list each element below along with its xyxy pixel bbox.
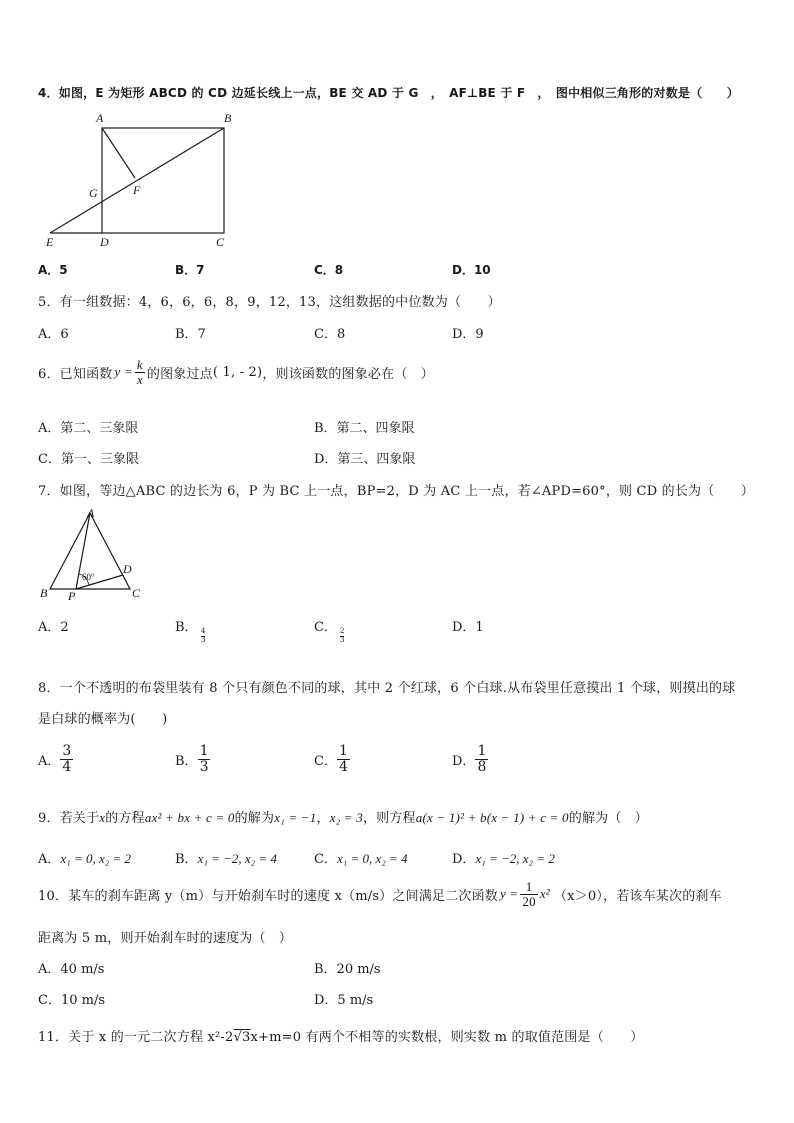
label-g: G xyxy=(89,186,98,200)
label-angle: 60° xyxy=(82,572,95,582)
q9-c-value: x₁ = 0, x₂ = 4 xyxy=(336,851,408,866)
q10-fn-rhs: x² xyxy=(539,886,550,902)
q9-b-label: B． xyxy=(175,852,198,867)
q10-option-d[interactable]: D．5 m/s xyxy=(314,993,374,1008)
q8-option-a[interactable] xyxy=(38,744,73,774)
q8-a-num: 3 xyxy=(62,743,72,759)
segment-af xyxy=(102,128,135,178)
label-p: P xyxy=(68,589,76,601)
label-a: A xyxy=(96,111,104,125)
q7-b-num: 4 xyxy=(201,627,206,635)
q8-c-label: C． xyxy=(314,753,337,769)
q6-option-c[interactable]: C．第一、三象限 xyxy=(38,452,139,467)
q6-point: ( 1, - 2) xyxy=(212,364,263,380)
q9-a-value: x₁ = 0, x₂ = 2 xyxy=(60,851,132,866)
q10-option-b[interactable]: B．20 m/s xyxy=(314,962,381,977)
q5-option-c[interactable]: C．8 xyxy=(314,327,346,342)
q10-option-c[interactable]: C．10 m/s xyxy=(38,993,105,1008)
rectangle-abcd xyxy=(102,128,224,233)
q6-option-d[interactable]: D．第三、四象限 xyxy=(314,452,416,467)
q9-sol2: x₂ = 3 xyxy=(329,810,363,825)
q6-frac-num: k xyxy=(136,357,143,372)
q4-option-c[interactable]: C．8 xyxy=(314,263,344,277)
question-9-stem xyxy=(38,807,648,826)
q6-fn-lhs: y = xyxy=(114,364,133,380)
q10-frac-num: 1 xyxy=(520,880,537,895)
q8-a-den: 4 xyxy=(62,758,72,775)
q5-option-a[interactable]: A．6 xyxy=(38,327,69,342)
q4-option-b[interactable]: B．7 xyxy=(175,263,205,277)
q7-option-c-label: C． xyxy=(314,620,337,635)
q8-b-den: 3 xyxy=(199,758,209,775)
q9-var-x: x xyxy=(99,810,106,825)
q7-option-c[interactable] xyxy=(314,616,345,644)
q6-option-b[interactable]: B．第二、四象限 xyxy=(314,421,415,436)
q10-option-a[interactable]: A．40 m/s xyxy=(38,962,105,977)
q9-option-a[interactable] xyxy=(38,848,131,867)
q9-eq1: ax² + bx + c = 0 xyxy=(144,810,235,825)
q11-text-b: x+m=0 有两个不相等的实数根，则实数 m 的取值范围是（ ） xyxy=(250,1030,644,1045)
q9-text-a: 9．若关于 xyxy=(38,811,100,826)
q7-option-b[interactable] xyxy=(175,616,206,644)
q8-c-num: 1 xyxy=(338,743,348,759)
q6-text-c: ，则该函数的图象必在（ ） xyxy=(262,366,434,382)
label-c: C xyxy=(216,235,225,249)
q8-a-label: A． xyxy=(38,753,61,769)
q7-option-b-label: B． xyxy=(175,620,198,635)
question-7-figure xyxy=(36,505,148,601)
q9-c-label: C． xyxy=(314,852,337,867)
q10-fn-lhs: y = xyxy=(500,886,519,902)
question-4-text: 4．如图，E 为矩形 ABCD 的 CD 边延长线上一点，BE 交 AD 于 G ， AF⊥BE 于 F ， 图中相似三角形的对数是（ ） xyxy=(38,86,739,100)
q7-option-c-frac xyxy=(340,628,344,644)
q8-d-label: D． xyxy=(452,753,476,769)
q8-d-frac xyxy=(475,744,488,774)
question-4-figure xyxy=(40,108,240,250)
q9-text-b: 的方程 xyxy=(105,811,145,826)
q6-frac-den: x xyxy=(136,371,143,387)
q8-b-frac xyxy=(198,744,211,774)
q9-text-e: 的解为（ ） xyxy=(568,811,648,826)
question-5-stem: 5．有一组数据：4，6，6，6，8，9，12，13，这组数据的中位数为（ ） xyxy=(38,295,501,310)
q8-option-b[interactable] xyxy=(175,744,210,774)
label-f: F xyxy=(133,183,141,197)
q7-option-b-frac xyxy=(201,628,205,644)
q9-eq2: a(x − 1)² + b(x − 1) + c = 0 xyxy=(415,810,569,825)
q6-text-b: 的图象过点 xyxy=(146,366,213,382)
q8-option-d[interactable] xyxy=(452,744,488,774)
label-b: B xyxy=(224,111,232,125)
q9-d-value: x₁ = −2, x₂ = 2 xyxy=(475,851,555,866)
q9-option-b[interactable] xyxy=(175,848,277,867)
question-8-line1: 8．一个不透明的布袋里装有 8 个只有颜色不同的球，其中 2 个红球，6 个白球.从布袋里任意摸出 1 个球，则摸出的球 xyxy=(38,681,736,696)
segment-be xyxy=(50,128,224,233)
q6-option-a[interactable]: A．第二、三象限 xyxy=(38,421,139,436)
q7-c-den: 3 xyxy=(340,635,345,644)
q8-b-label: B． xyxy=(175,753,198,769)
q10-fraction xyxy=(520,880,537,908)
question-10-line2: 距离为 5 m，则开始刹车时的速度为（ ） xyxy=(38,931,293,946)
q9-sol1: x₁ = −1 xyxy=(274,810,317,825)
q7-c-num: 2 xyxy=(340,627,345,635)
q10-text-b: （x＞0），若该车某次的刹车 xyxy=(553,888,722,904)
q10-frac-den: 20 xyxy=(522,893,536,909)
q4-option-a[interactable]: A．5 xyxy=(38,263,68,277)
label-d: D xyxy=(123,562,132,576)
q5-option-d[interactable]: D．9 xyxy=(452,327,484,342)
q8-d-num: 1 xyxy=(477,743,487,759)
q8-b-num: 1 xyxy=(199,743,209,759)
q11-text-a: 11．关于 x 的一元二次方程 x²-2 xyxy=(38,1030,234,1045)
label-b: B xyxy=(40,586,48,600)
q6-text-a: 6．已知函数 xyxy=(38,366,113,382)
q10-text-a: 10．某车的刹车距离 y（m）与开始刹车时的速度 x（m/s）之间满足二次函数 xyxy=(38,888,498,904)
question-10-stem xyxy=(38,880,722,908)
q9-option-c[interactable] xyxy=(314,848,408,867)
q5-option-b[interactable]: B．7 xyxy=(175,327,206,342)
q9-text-d: ，则方程 xyxy=(362,811,416,826)
q9-d-label: D． xyxy=(452,852,476,867)
question-6-stem xyxy=(38,358,434,386)
q9-sep: ， xyxy=(316,811,330,826)
q8-d-den: 8 xyxy=(477,758,487,775)
label-a: A xyxy=(87,506,95,520)
q6-fraction xyxy=(135,358,145,386)
q9-option-d[interactable] xyxy=(452,848,555,867)
label-d: D xyxy=(100,235,109,249)
q8-a-frac xyxy=(60,744,73,774)
q8-c-den: 4 xyxy=(338,758,348,775)
label-c: C xyxy=(132,586,141,600)
q8-option-c[interactable] xyxy=(314,744,350,774)
q8-c-frac xyxy=(337,744,350,774)
q7-option-a[interactable]: A．2 xyxy=(38,620,69,635)
question-11-stem xyxy=(38,1026,644,1045)
question-8-line2: 是白球的概率为( ) xyxy=(38,712,168,727)
question-4-stem xyxy=(38,84,739,101)
q9-text-c: 的解为 xyxy=(234,811,275,826)
label-e: E xyxy=(46,235,54,249)
q7-option-d[interactable]: D．1 xyxy=(452,620,484,635)
q11-sqrt: √3 xyxy=(233,1030,251,1045)
question-7-stem: 7．如图，等边△ABC 的边长为 6，P 为 BC 上一点，BP=2，D 为 AC 上一点，若∠APD=60°，则 CD 的长为（ ） xyxy=(38,484,755,499)
q9-a-label: A． xyxy=(38,852,61,867)
q4-option-d[interactable]: D．10 xyxy=(452,263,491,277)
q9-b-value: x₁ = −2, x₂ = 4 xyxy=(197,851,277,866)
q7-b-den: 3 xyxy=(201,635,206,644)
